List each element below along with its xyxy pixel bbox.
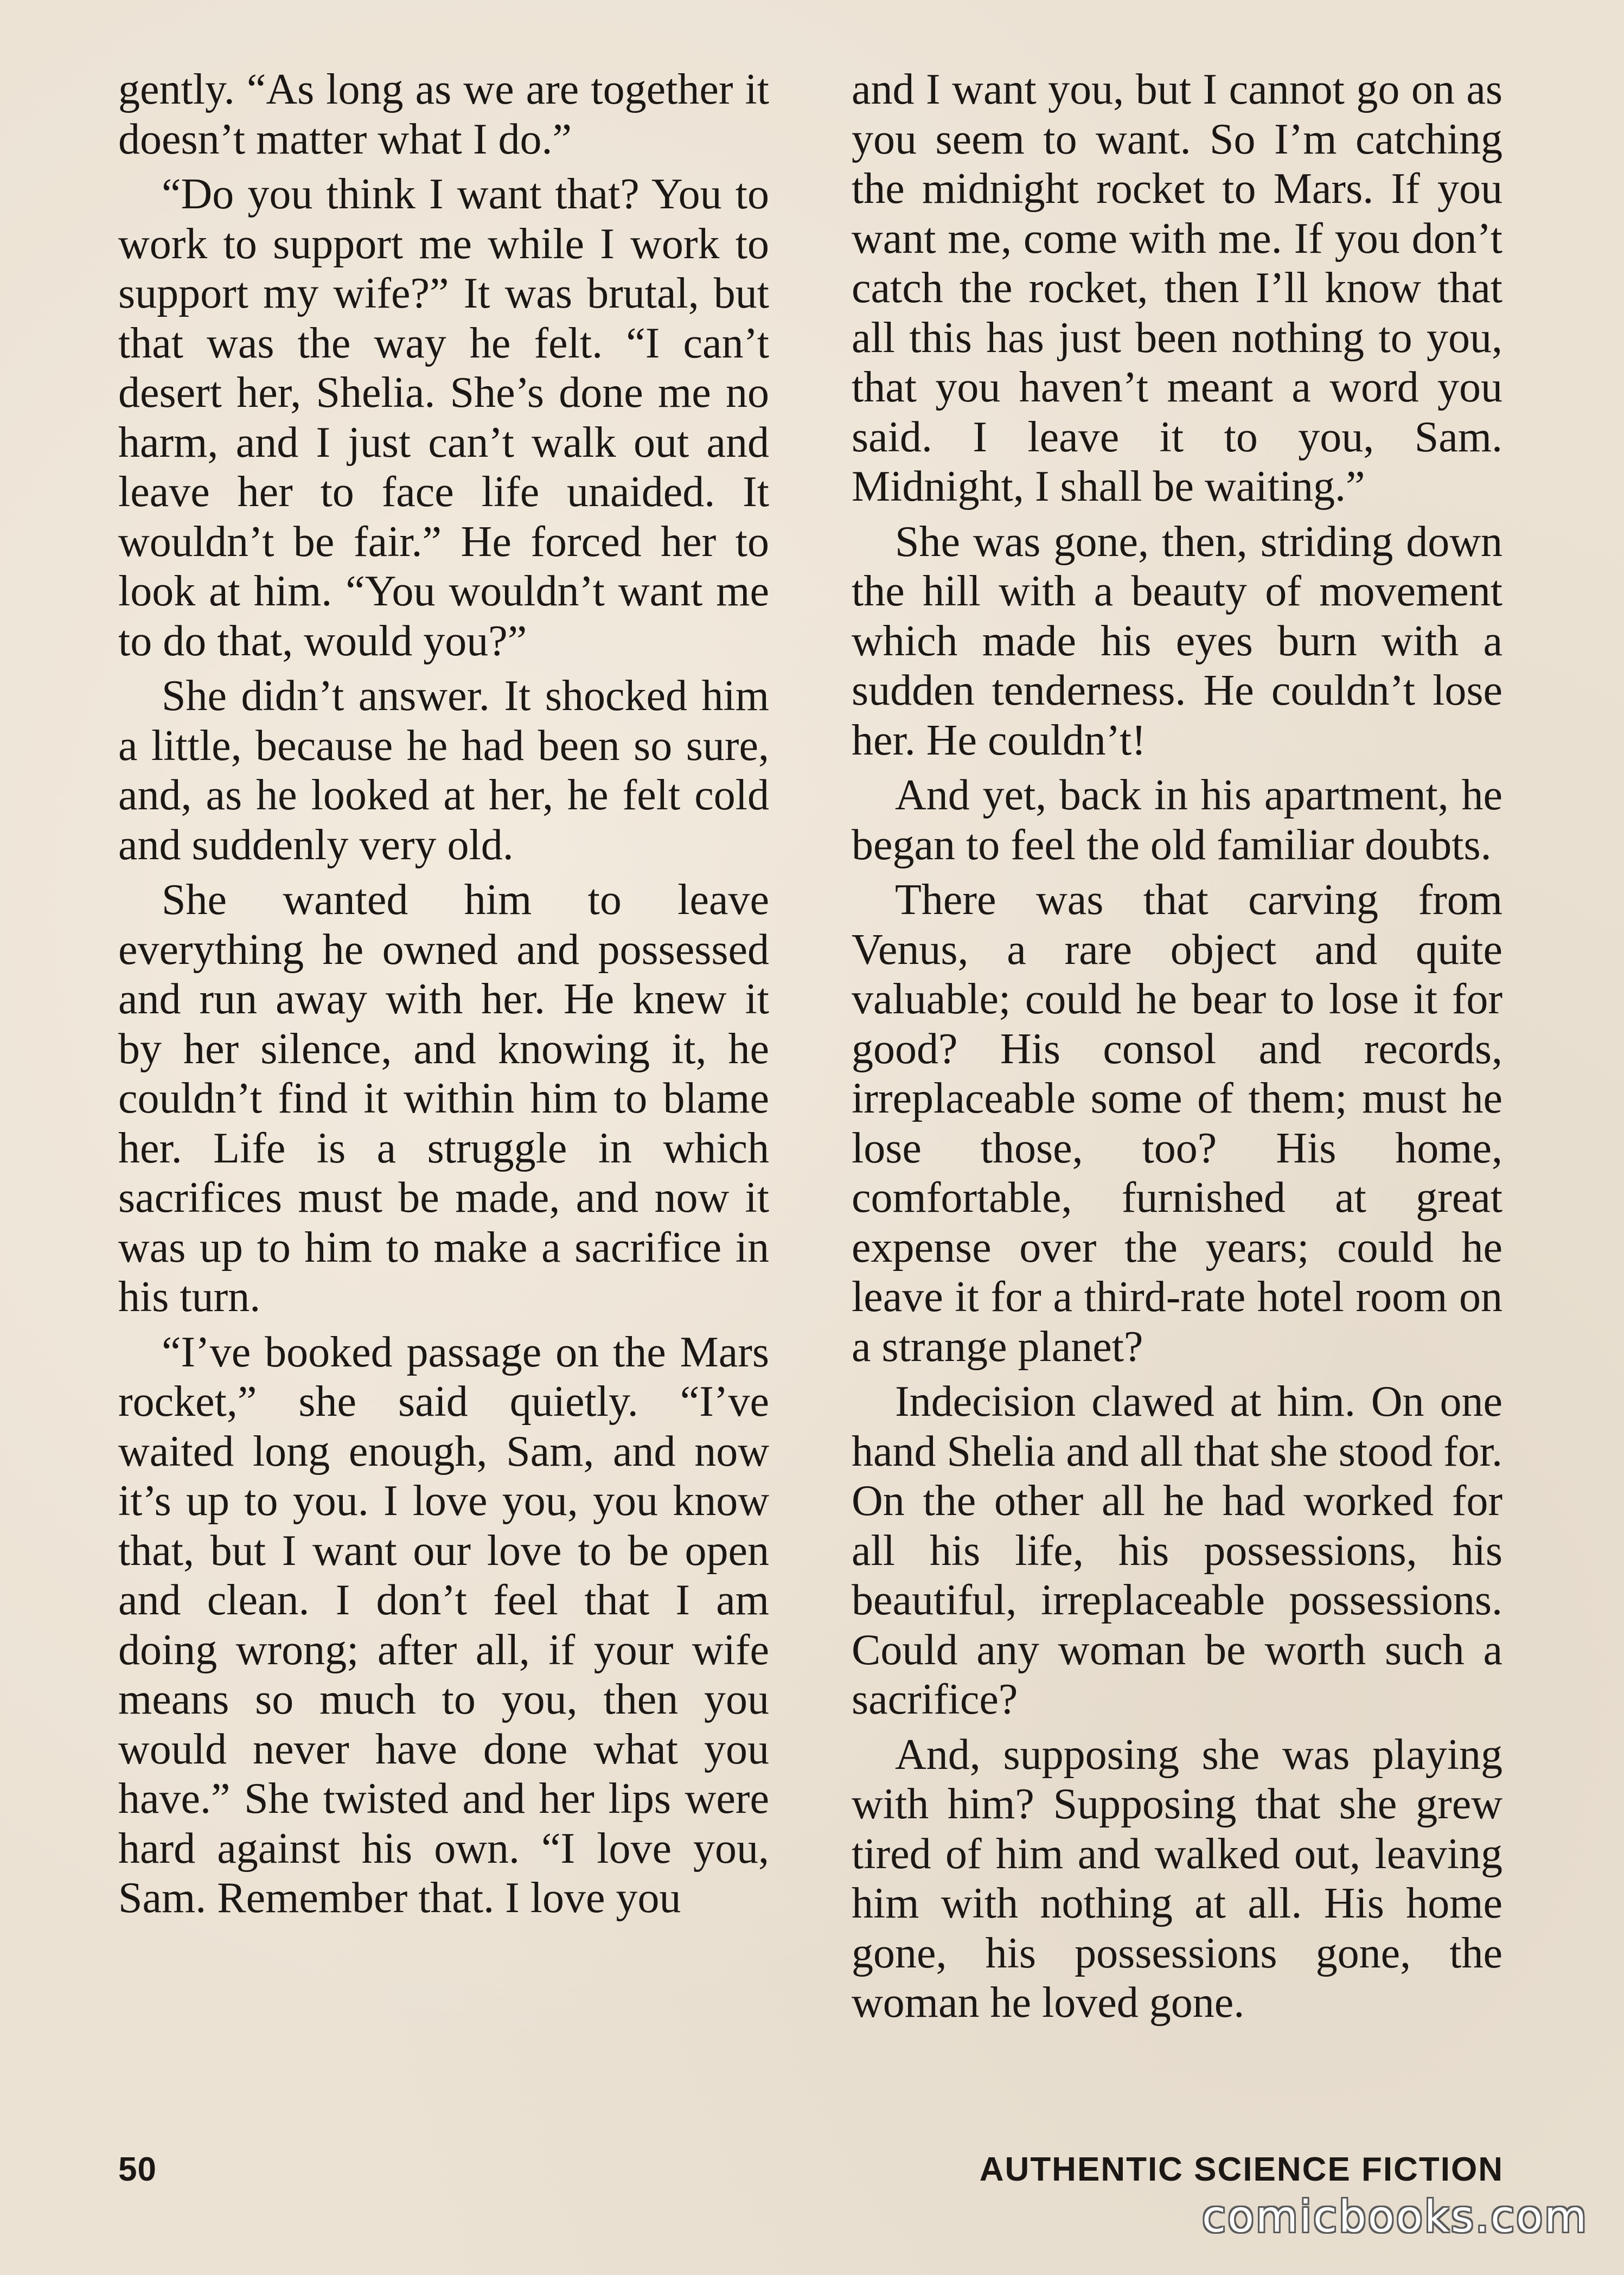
paragraph: She didn’t answer. It shocked him a little, because he had been so sure, and, as he looked at her, he felt cold and suddenly very old.: [118, 672, 769, 869]
paragraph: gently. “As long as we are together it doesn’t matter what I do.”: [118, 66, 769, 163]
paragraph: and I want you, but I cannot go on as you seem to want. So I’m catching the midnight rocket to Mars. If you want me, come with me. If you don’t catch the rocket, then I’ll know that all this has just been nothing to you, that you haven’t meant a word you said. I leave it to you, Sam. Midnight, I shall be waiting.”: [852, 66, 1502, 510]
page-number: 50: [118, 2151, 157, 2188]
paragraph: And yet, back in his apartment, he began to feel the old familiar doubts.: [852, 771, 1502, 869]
paragraph: Indecision clawed at him. On one hand Shelia and all that she stood for. On the other all he had worked for all his life, his possessions, his beautiful, irreplaceable possessions. Could any woman be worth such a sacrifice?: [852, 1378, 1502, 1723]
left-text-column: [118, 65, 769, 2105]
paragraph: There was that carving from Venus, a rare object and quite valuable; could he bear to lose it for good? His consol and records, irreplaceable some of them; must he lose those, too? His home, comfortable, furnished at great expense over the years; could he leave it for a third-rate hotel room on a strange planet?: [852, 876, 1502, 1371]
magazine-title: AUTHENTIC SCIENCE FICTION: [979, 2151, 1504, 2188]
paragraph: “Do you think I want that? You to work to support me while I work to support my wife?” It was brutal, but that was the way he felt. “I can’t desert her, Shelia. She’s done me no harm, and I just can’t walk out and leave her to face life unaided. It wouldn’t be fair.” He forced her to look at him. “You wouldn’t want me to do that, would you?”: [118, 170, 769, 665]
right-text-column: [852, 65, 1502, 2105]
watermark: comicbooks.com: [1201, 2191, 1588, 2242]
paragraph: And, supposing she was playing with him? Supposing that she grew tired of him and walked out, leaving him with nothing at all. His home gone, his possessions gone, the woman he loved gone.: [852, 1730, 1502, 2027]
paragraph: She wanted him to leave everything he owned and possessed and run away with her. He knew it by her silence, and knowing it, he couldn’t find it within him to blame her. Life is a struggle in which sacrifices must be made, and now it was up to him to make a sacrifice in his turn.: [118, 876, 769, 1321]
paragraph: She was gone, then, striding down the hill with a beauty of movement which made his eyes burn with a sudden tenderness. He couldn’t lose her. He couldn’t!: [852, 517, 1502, 764]
paragraph: “I’ve booked passage on the Mars rocket,” she said quietly. “I’ve waited long enough, Sam, and now it’s up to you. I love you, you know that, but I want our love to be open and clean. I don’t feel that I am doing wrong; after all, if your wife means so much to you, then you would never have done what you have.” She twisted and her lips were hard against his own. “I love you, Sam. Remember that. I love you: [118, 1328, 769, 1922]
